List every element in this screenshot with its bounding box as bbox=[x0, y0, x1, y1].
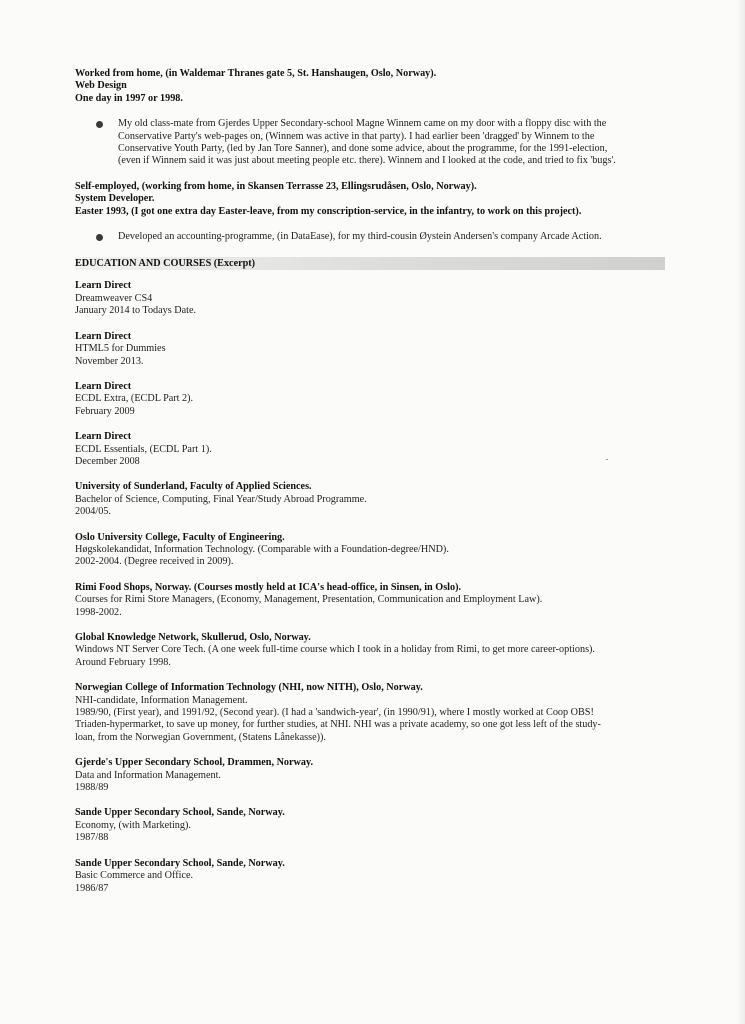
work-entry-role: Web Design bbox=[75, 80, 127, 92]
education-detail: Data and Information Management. bbox=[75, 769, 221, 781]
education-detail: February 2009 bbox=[75, 405, 135, 417]
bullet-text-line: Conservative Youth Party, (led by Jan Tore Sanner), and done some advice, about the programme, for the 1991-election, bbox=[118, 143, 608, 155]
education-detail: loan, from the Norwegian Government, (Statens Lånekasse)). bbox=[75, 731, 326, 743]
education-institution: Learn Direct bbox=[75, 330, 132, 342]
education-detail: Triaden-hypermarket, to save up money, for further studies, at NHI. NHI was a private academy, so one got less left of the study- bbox=[75, 719, 601, 731]
education-entry bbox=[75, 582, 665, 619]
education-detail: Economy, (with Marketing). bbox=[75, 819, 191, 831]
education-detail: 1989/90, (First year), and 1991/92, (Second year). (I had a 'sandwich-year', (in 1990/91), where I mostly worked at Coop OBS! bbox=[75, 707, 594, 719]
work-entry-system-developer bbox=[75, 181, 665, 244]
education-detail: 1988/89 bbox=[75, 782, 109, 794]
work-entry-heading: Self-employed, (working from home, in Skansen Terrasse 23, Ellingsrudåsen, Oslo, Norway). bbox=[75, 180, 477, 192]
education-detail: Dreamweaver CS4 bbox=[75, 292, 153, 304]
education-institution: Learn Direct bbox=[75, 431, 132, 443]
education-entry bbox=[75, 632, 665, 669]
education-entry bbox=[75, 381, 665, 418]
education-institution: Gjerde's Upper Secondary School, Drammen, Norway. bbox=[75, 757, 314, 769]
bullet-text-line: Conservative Party's web-pages on, (Winnem was active in that party). I had earlier been 'dragged' by Winnem to the bbox=[118, 130, 595, 142]
education-detail: ECDL Essentials, (ECDL Part 1). bbox=[75, 443, 212, 455]
work-entry-web-design bbox=[75, 68, 665, 168]
education-entry bbox=[75, 682, 665, 744]
education-detail: 1986/87 bbox=[75, 882, 109, 894]
education-entry bbox=[75, 431, 665, 468]
education-institution: Norwegian College of Information Technology (NHI, now NITH), Oslo, Norway. bbox=[75, 682, 423, 694]
education-detail: Windows NT Server Core Tech. (A one week full-time course which I took in a holiday from Rimi, to get more career-options). bbox=[75, 644, 595, 656]
education-detail: January 2014 to Todays Date. bbox=[75, 305, 197, 317]
education-detail: Around February 1998. bbox=[75, 656, 171, 668]
education-institution: Learn Direct bbox=[75, 280, 132, 292]
education-detail: ECDL Extra, (ECDL Part 2). bbox=[75, 393, 194, 405]
education-detail: Basic Commerce and Office. bbox=[75, 870, 194, 882]
education-institution: Sande Upper Secondary School, Sande, Norway. bbox=[75, 807, 285, 819]
education-detail: 2002-2004. (Degree received in 2009). bbox=[75, 556, 234, 568]
education-detail: 1998-2002. bbox=[75, 606, 122, 618]
work-entry-date: Easter 1993, (I got one extra day Easter-leave, from my conscription-service, in the infantry, to work on this project). bbox=[75, 205, 582, 217]
education-section-header: EDUCATION AND COURSES (Excerpt) bbox=[75, 257, 665, 270]
education-institution: Global Knowledge Network, Skullerud, Oslo, Norway. bbox=[75, 632, 311, 643]
education-detail: HTML5 for Dummies bbox=[75, 343, 166, 355]
education-detail: NHI-candidate, Information Management. bbox=[75, 694, 248, 706]
education-entry bbox=[75, 331, 665, 368]
education-detail: 1987/88 bbox=[75, 832, 109, 844]
education-institution: University of Sunderland, Faculty of Applied Sciences. bbox=[75, 481, 312, 493]
education-detail: November 2013. bbox=[75, 355, 144, 367]
education-detail: Courses for Rimi Store Managers, (Economy, Management, Presentation, Communication and Employment Law). bbox=[75, 594, 543, 606]
work-entry-heading: Worked from home, (in Waldemar Thranes gate 5, St. Hanshaugen, Oslo, Norway). bbox=[75, 68, 437, 79]
education-entry bbox=[75, 481, 665, 518]
bullet-text-line: (even if Winnem said it was just about meeting people etc. there). Winnem and I looked at the code, and tried to fix 'bugs'. bbox=[118, 155, 616, 167]
education-institution: Oslo University College, Faculty of Engineering. bbox=[75, 531, 285, 543]
page-edge-shadow bbox=[737, 0, 745, 1024]
education-institution: Learn Direct bbox=[75, 380, 132, 392]
cv-content bbox=[75, 68, 665, 895]
education-detail: 2004/05. bbox=[75, 506, 111, 518]
education-institution: Rimi Food Shops, Norway. (Courses mostly held at ICA's head-office, in Sinsen, in Oslo). bbox=[75, 581, 462, 593]
bullet-dot-icon bbox=[96, 234, 103, 241]
education-institution: Sande Upper Secondary School, Sande, Norway. bbox=[75, 857, 285, 869]
education-entry bbox=[75, 532, 665, 569]
bullet-text-line: My old class-mate from Gjerdes Upper Secondary-school Magne Winnem came on my door with a floppy disc with the bbox=[118, 118, 607, 130]
bullet-text-line: Developed an accounting-programme, (in DataEase), for my third-cousin Øystein Andersen's company Arcade Action. bbox=[118, 231, 602, 243]
education-entry bbox=[75, 757, 665, 794]
education-entry bbox=[75, 807, 665, 844]
education-entry bbox=[75, 280, 665, 317]
bullet-item bbox=[75, 231, 665, 243]
education-entry bbox=[75, 858, 665, 895]
work-entry-date: One day in 1997 or 1998. bbox=[75, 92, 183, 104]
education-detail: December 2008 bbox=[75, 455, 140, 467]
education-detail: Bachelor of Science, Computing, Final Year/Study Abroad Programme. bbox=[75, 493, 367, 505]
education-list bbox=[75, 280, 665, 894]
education-detail: Høgskolekandidat, Information Technology. (Comparable with a Foundation-degree/HND). bbox=[75, 543, 449, 555]
bullet-item bbox=[75, 118, 665, 168]
work-entry-role: System Developer. bbox=[75, 193, 155, 205]
scan-speck bbox=[606, 459, 608, 460]
bullet-dot-icon bbox=[96, 121, 103, 128]
